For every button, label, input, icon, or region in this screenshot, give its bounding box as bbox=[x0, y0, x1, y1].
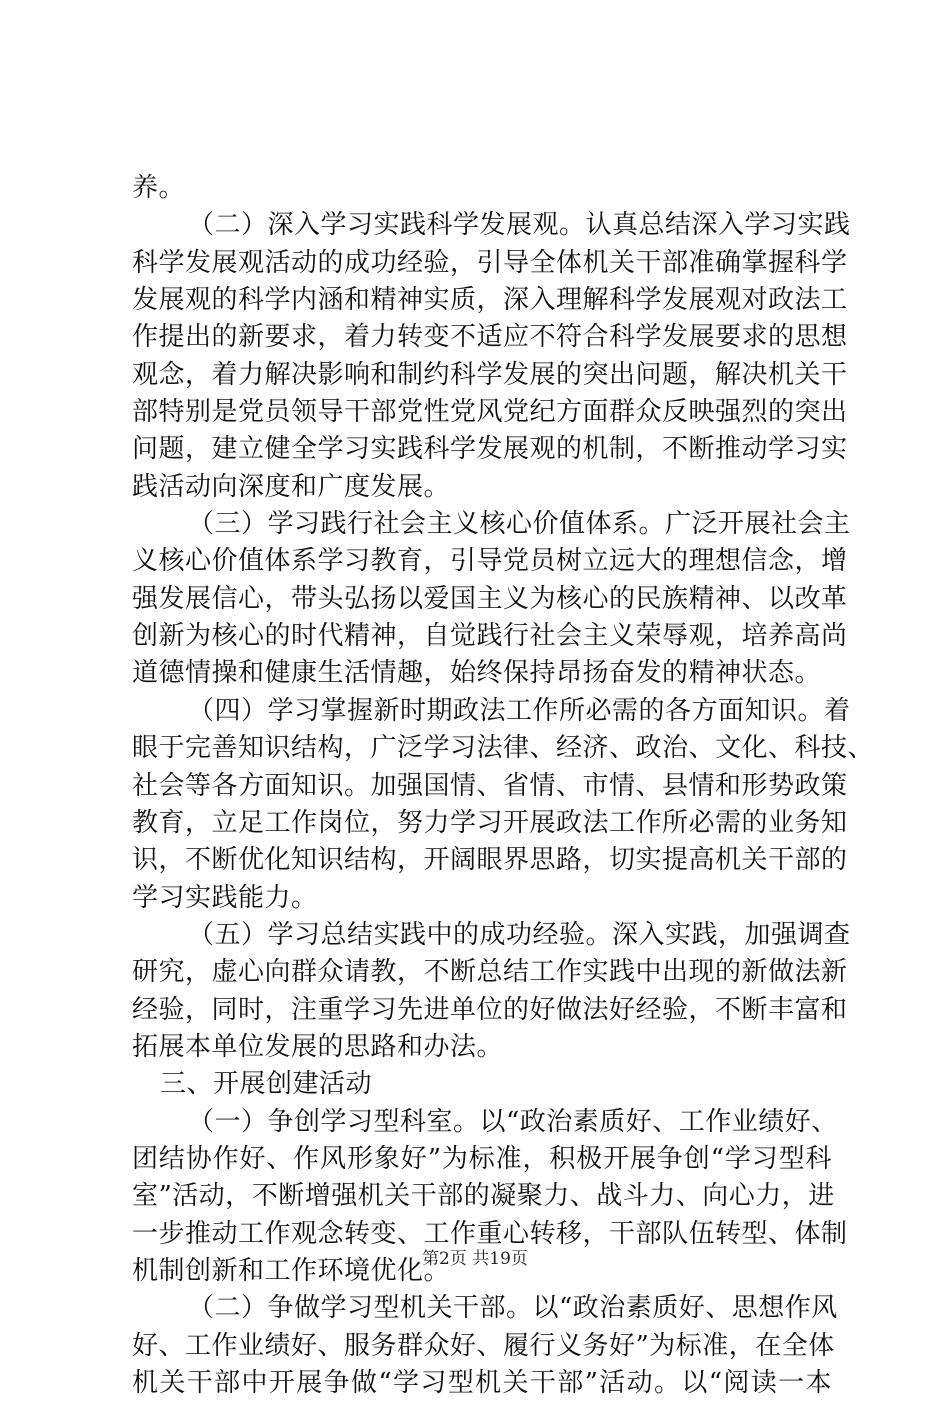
text-line: 践活动向深度和广度发展。 bbox=[132, 471, 451, 502]
text-line: 室”活动，不断增强机关干部的凝聚力、战斗力、向心力，进 bbox=[132, 1181, 835, 1212]
text-line: 教育，立足工作岗位，努力学习开展政法工作所必需的业务知 bbox=[132, 807, 848, 838]
text-line: （四）学习掌握新时期政法工作所必需的各方面知识。着 bbox=[188, 695, 851, 726]
text-line: 问题，建立健全学习实践科学发展观的机制，不断推动学习实 bbox=[132, 434, 848, 465]
text-line: 科学发展观活动的成功经验，引导全体机关干部准确掌握科学 bbox=[132, 247, 848, 278]
text-line: 拓展本单位发展的思路和办法。 bbox=[132, 1031, 504, 1062]
page-number-footer: 第2页 共19页 bbox=[422, 1249, 528, 1269]
text-line: 一步推动工作观念转变、工作重心转移，干部队伍转型、体制 bbox=[132, 1218, 848, 1249]
text-line: （三）学习践行社会主义核心价值体系。广泛开展社会主 bbox=[188, 509, 851, 540]
text-line: 作提出的新要求，着力转变不适应不符合科学发展要求的思想 bbox=[132, 322, 848, 353]
text-line: 观念，着力解决影响和制约科学发展的突出问题，解决机关干 bbox=[132, 359, 848, 390]
text-line: （二）深入学习实践科学发展观。认真总结深入学习实践 bbox=[188, 210, 851, 241]
text-line: 部特别是党员领导干部党性党风党纪方面群众反映强烈的突出 bbox=[132, 397, 848, 428]
text-line: （一）争创学习型科室。以“政治素质好、工作业绩好、 bbox=[188, 1106, 838, 1137]
text-line: 学习实践能力。 bbox=[132, 882, 318, 913]
text-line: 社会等各方面知识。加强国情、省情、市情、县情和形势政策 bbox=[132, 770, 848, 801]
text-line: 团结协作好、作风形象好”为标准，积极开展争创“学习型科 bbox=[132, 1143, 832, 1174]
text-line: 经验，同时，注重学习先进单位的好做法好经验，不断丰富和 bbox=[132, 994, 848, 1025]
text-line: 研究，虚心向群众请教，不断总结工作实践中出现的新做法新 bbox=[132, 957, 848, 988]
text-line: （二）争做学习型机关干部。以“政治素质好、思想作风 bbox=[188, 1293, 838, 1324]
text-line: 义核心价值体系学习教育，引导党员树立远大的理想信念，增 bbox=[132, 546, 848, 577]
text-line: 养。 bbox=[132, 173, 186, 203]
text-line: 发展观的科学内涵和精神实质，深入理解科学发展观对政法工 bbox=[132, 285, 848, 316]
section-heading: 三、开展创建活动 bbox=[160, 1069, 373, 1100]
text-line: （五）学习总结实践中的成功经验。深入实践，加强调查 bbox=[188, 919, 851, 950]
document-body bbox=[132, 170, 875, 1402]
text-line: 道德情操和健康生活情趣，始终保持昂扬奋发的精神状态。 bbox=[132, 658, 822, 689]
text-line: 机关干部中开展争做“学习型机关干部”活动。以“阅读一本 bbox=[132, 1368, 832, 1398]
text-line: 机制创新和工作环境优化。 bbox=[132, 1255, 451, 1286]
text-line: 识，不断优化知识结构，开阔眼界思路，切实提高机关干部的 bbox=[132, 845, 848, 876]
text-line: 眼于完善知识结构，广泛学习法律、经济、政治、文化、科技、 bbox=[132, 733, 875, 764]
text-line: 好、工作业绩好、服务群众好、履行义务好”为标准，在全体 bbox=[132, 1330, 835, 1361]
text-line: 创新为核心的时代精神，自觉践行社会主义荣辱观，培养高尚 bbox=[132, 621, 848, 652]
text-line: 强发展信心，带头弘扬以爱国主义为核心的民族精神、以改革 bbox=[132, 583, 848, 614]
